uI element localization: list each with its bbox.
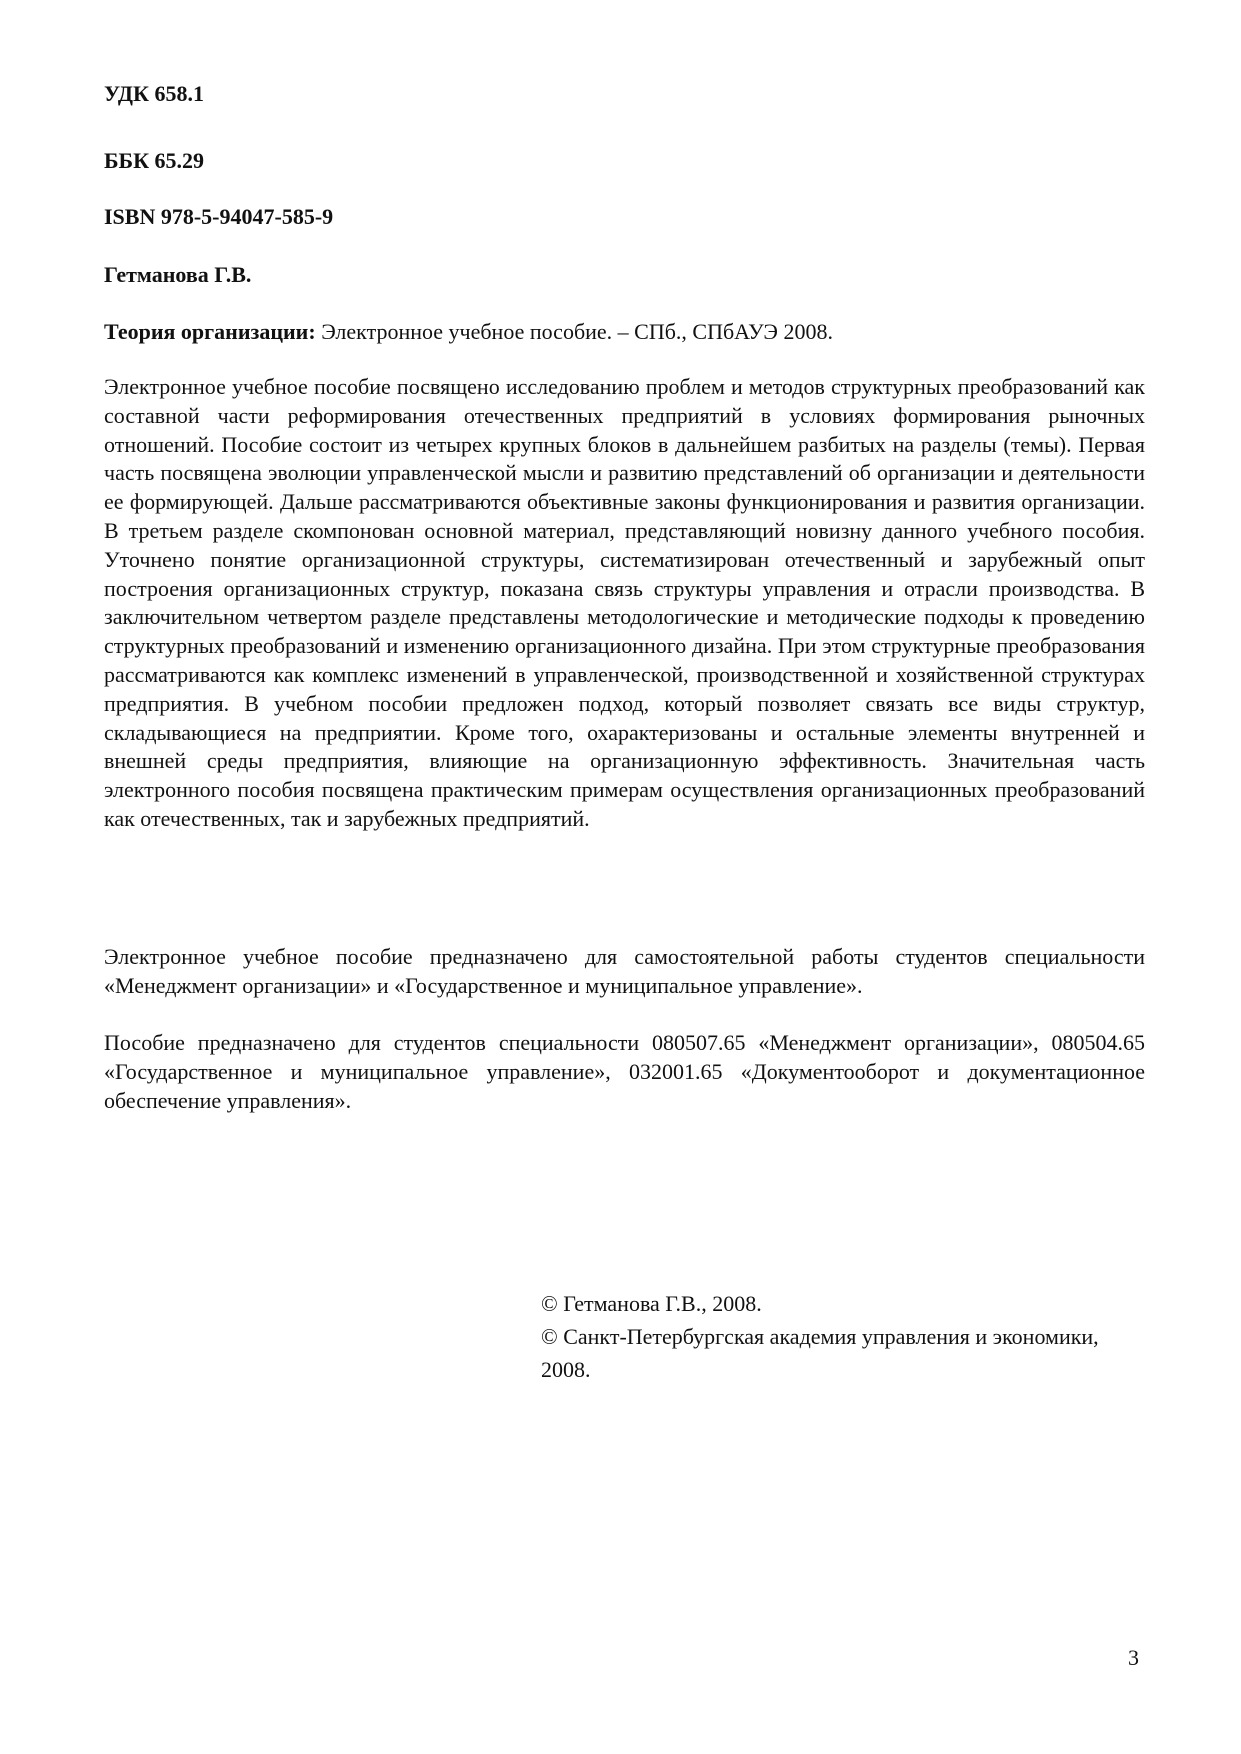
purpose-paragraph: Электронное учебное пособие предназначено для самостоятельной работы студентов специальности «Менеджмент организации» и «Государственное и муниципальное управление». (104, 944, 1145, 998)
book-title: Теория организации: (104, 319, 316, 344)
copyright-academy: © Санкт-Петербургская академия управления и экономики, 2008. (541, 1324, 1099, 1382)
page-number: 3 (1128, 1645, 1139, 1670)
book-description: Электронное учебное пособие. – СПб., СПбАУЭ 2008. (315, 319, 833, 344)
author-name: Гетманова Г.В. (104, 262, 252, 287)
copyright-author: © Гетманова Г.В., 2008. (541, 1291, 762, 1316)
udk-code: УДК 658.1 (104, 81, 205, 106)
abstract-paragraph: Электронное учебное пособие посвящено исследованию проблем и методов структурных преобразований как составной части реформирования отечественных предприятий в условиях формирования рыночных отношений. Пособие состоит из четырех крупных блоков в дальнейшем разбитых на разделы (темы). Первая часть посвящена эволюции управленческой мысли и развитию представлений об организации и деятельности ее формирующей. Дальше рассматриваются объективные законы функционирования и развития организации. В третьем разделе скомпонован основной материал, представляющий новизну данного учебного пособия. Уточнено понятие организационной структуры, систематизирован отечественный и зарубежный опыт построения организационных структур, показана связь структуры управления и отрасли производства. В заключительном четвертом разделе представлены методологические и методические подходы к проведению структурных преобразований и изменению организационного дизайна. При этом структурные преобразования рассматриваются как комплекс изменений в управленческой, производственной и хозяйственной структурах предприятия. В учебном пособии предложен подход, который позволяет связать все виды структур, складывающиеся на предприятии. Кроме того, охарактеризованы и остальные элементы внутренней и внешней среды предприятия, влияющие на организационную эффективность. Значительная часть электронного пособия посвящена практическим примерам осуществления организационных преобразований как отечественных, так и зарубежных предприятий. (104, 374, 1145, 831)
isbn-code: ISBN 978-5-94047-585-9 (104, 204, 334, 229)
audience-paragraph: Пособие предназначено для студентов специальности 080507.65 «Менеджмент организации», 080504.65 «Государственное и муниципальное управление», 032001.65 «Документооборот и документационное обеспечение управления». (104, 1030, 1145, 1113)
bbk-code: ББК 65.29 (104, 148, 205, 173)
copyright-block (541, 1287, 1101, 1386)
book-title-line (104, 318, 833, 346)
